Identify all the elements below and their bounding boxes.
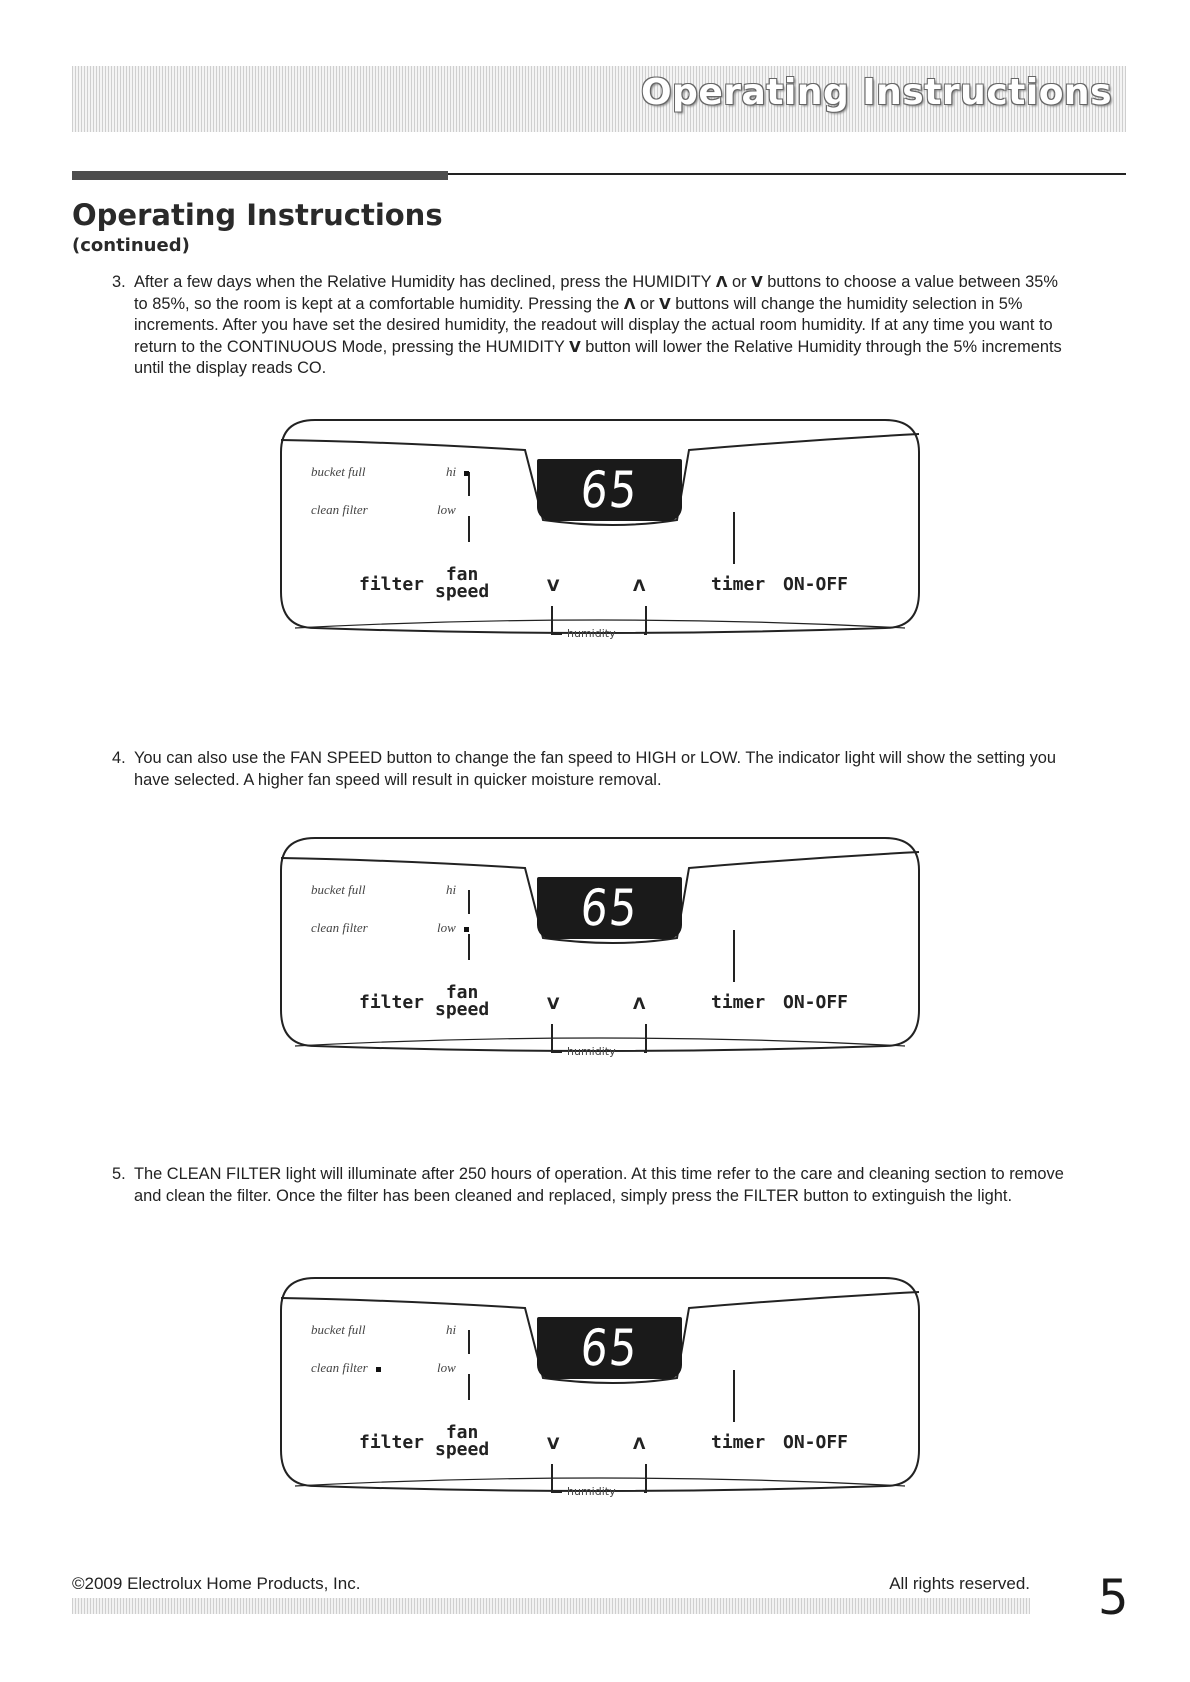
clean-filter-indicator: clean filter: [311, 1360, 381, 1376]
display-readout: 65: [578, 879, 641, 937]
down-arrow-glyph: V: [751, 273, 763, 291]
up-arrow-glyph: Λ: [623, 294, 636, 313]
lcd-display: [537, 877, 682, 939]
indicator-light: [464, 471, 469, 476]
humidity-label: humidity: [567, 1045, 616, 1058]
bucket-full-indicator: bucket full: [311, 1322, 366, 1337]
header-rule-thin: [448, 173, 1126, 175]
header-rule-thick: [72, 171, 448, 180]
page-number: 5: [1098, 1570, 1129, 1626]
fan-speed-button[interactable]: fan speed: [435, 564, 490, 602]
humidity-up-button[interactable]: Λ: [633, 1434, 646, 1453]
low-indicator: low: [437, 920, 469, 936]
panel-outline: [275, 1270, 925, 1510]
section-title: Operating Instructions: [72, 198, 443, 232]
humidity-up-button[interactable]: Λ: [633, 994, 646, 1013]
banner-title: Operating Instructions: [640, 72, 1112, 113]
humidity-up-button[interactable]: Λ: [633, 576, 646, 595]
panel-outline: [275, 412, 925, 652]
control-panel-3: [275, 1270, 925, 1510]
timer-button[interactable]: timer: [711, 992, 766, 1013]
step-text: The CLEAN FILTER light will illuminate after 250 hours of operation. At this time refer to the care and cleaning section to remove and clean the filter. Once the filter has been cleaned and replaced, simply press the FILTER button to extinguish the light.: [134, 1165, 1064, 1205]
on-off-button[interactable]: ON-OFF: [783, 574, 849, 595]
section-subtitle: (continued): [72, 235, 190, 256]
on-off-button[interactable]: ON-OFF: [783, 1432, 849, 1453]
copyright-text: ©2009 Electrolux Home Products, Inc.: [72, 1574, 361, 1593]
low-indicator: low: [437, 502, 456, 517]
bucket-full-indicator: bucket full: [311, 882, 366, 897]
indicator-light: [464, 927, 469, 932]
humidity-label: humidity: [567, 627, 616, 640]
lcd-display: [537, 1317, 682, 1379]
display-readout: 65: [578, 461, 641, 519]
step-5: [112, 1164, 1072, 1207]
humidity-label: humidity: [567, 1485, 616, 1498]
lcd-display: [537, 459, 682, 521]
timer-button[interactable]: timer: [711, 574, 766, 595]
humidity-down-button[interactable]: V: [547, 576, 560, 595]
step-4: [112, 748, 1072, 791]
hi-indicator: hi: [446, 1322, 457, 1337]
low-indicator: low: [437, 1360, 456, 1375]
step-number: 3.: [112, 273, 126, 291]
footer-bar: [72, 1598, 1030, 1614]
step-number: 5.: [112, 1165, 126, 1183]
up-arrow-glyph: Λ: [715, 273, 728, 291]
indicator-light: [376, 1367, 381, 1372]
panel-outline: [275, 830, 925, 1070]
header-banner: [72, 66, 1126, 132]
step-number: 4.: [112, 749, 126, 767]
fan-speed-button[interactable]: fan speed: [435, 1422, 490, 1460]
step-text: After a few days when the Relative Humidity has declined, press the HUMIDITY Λ or V buttons to choose a value between 35% to 85%, so the room is kept at a comfortable humidity. Pressing the Λ or V buttons will change the humidity selection in 5% increments. After you have set the desired humidity, the readout will display the actual room humidity. If at any time you want to return to the CONTINUOUS Mode, pressing the HUMIDITY V button will lower the Relative Humidity through the 5% increments until the display reads CO.: [134, 273, 1062, 377]
control-panel-2: [275, 830, 925, 1070]
on-off-button[interactable]: ON-OFF: [783, 992, 849, 1013]
hi-indicator: hi: [446, 464, 469, 480]
filter-button[interactable]: filter: [359, 1432, 425, 1453]
control-panel-1: [275, 412, 925, 652]
step-3: [112, 272, 1072, 380]
filter-button[interactable]: filter: [359, 574, 425, 595]
humidity-down-button[interactable]: V: [547, 994, 560, 1013]
step-text: You can also use the FAN SPEED button to change the fan speed to HIGH or LOW. The indicator light will show the setting you have selected. A higher fan speed will result in quicker moisture removal.: [134, 749, 1057, 789]
down-arrow-glyph: V: [659, 294, 671, 313]
rights-text: All rights reserved.: [889, 1574, 1030, 1593]
display-readout: 65: [578, 1319, 641, 1377]
filter-button[interactable]: filter: [359, 992, 425, 1013]
clean-filter-indicator: clean filter: [311, 502, 368, 517]
down-arrow-glyph: V: [569, 337, 581, 356]
fan-speed-button[interactable]: fan speed: [435, 982, 490, 1020]
clean-filter-indicator: clean filter: [311, 920, 368, 935]
timer-button[interactable]: timer: [711, 1432, 766, 1453]
hi-indicator: hi: [446, 882, 457, 897]
bucket-full-indicator: bucket full: [311, 464, 366, 479]
humidity-down-button[interactable]: V: [547, 1434, 560, 1453]
